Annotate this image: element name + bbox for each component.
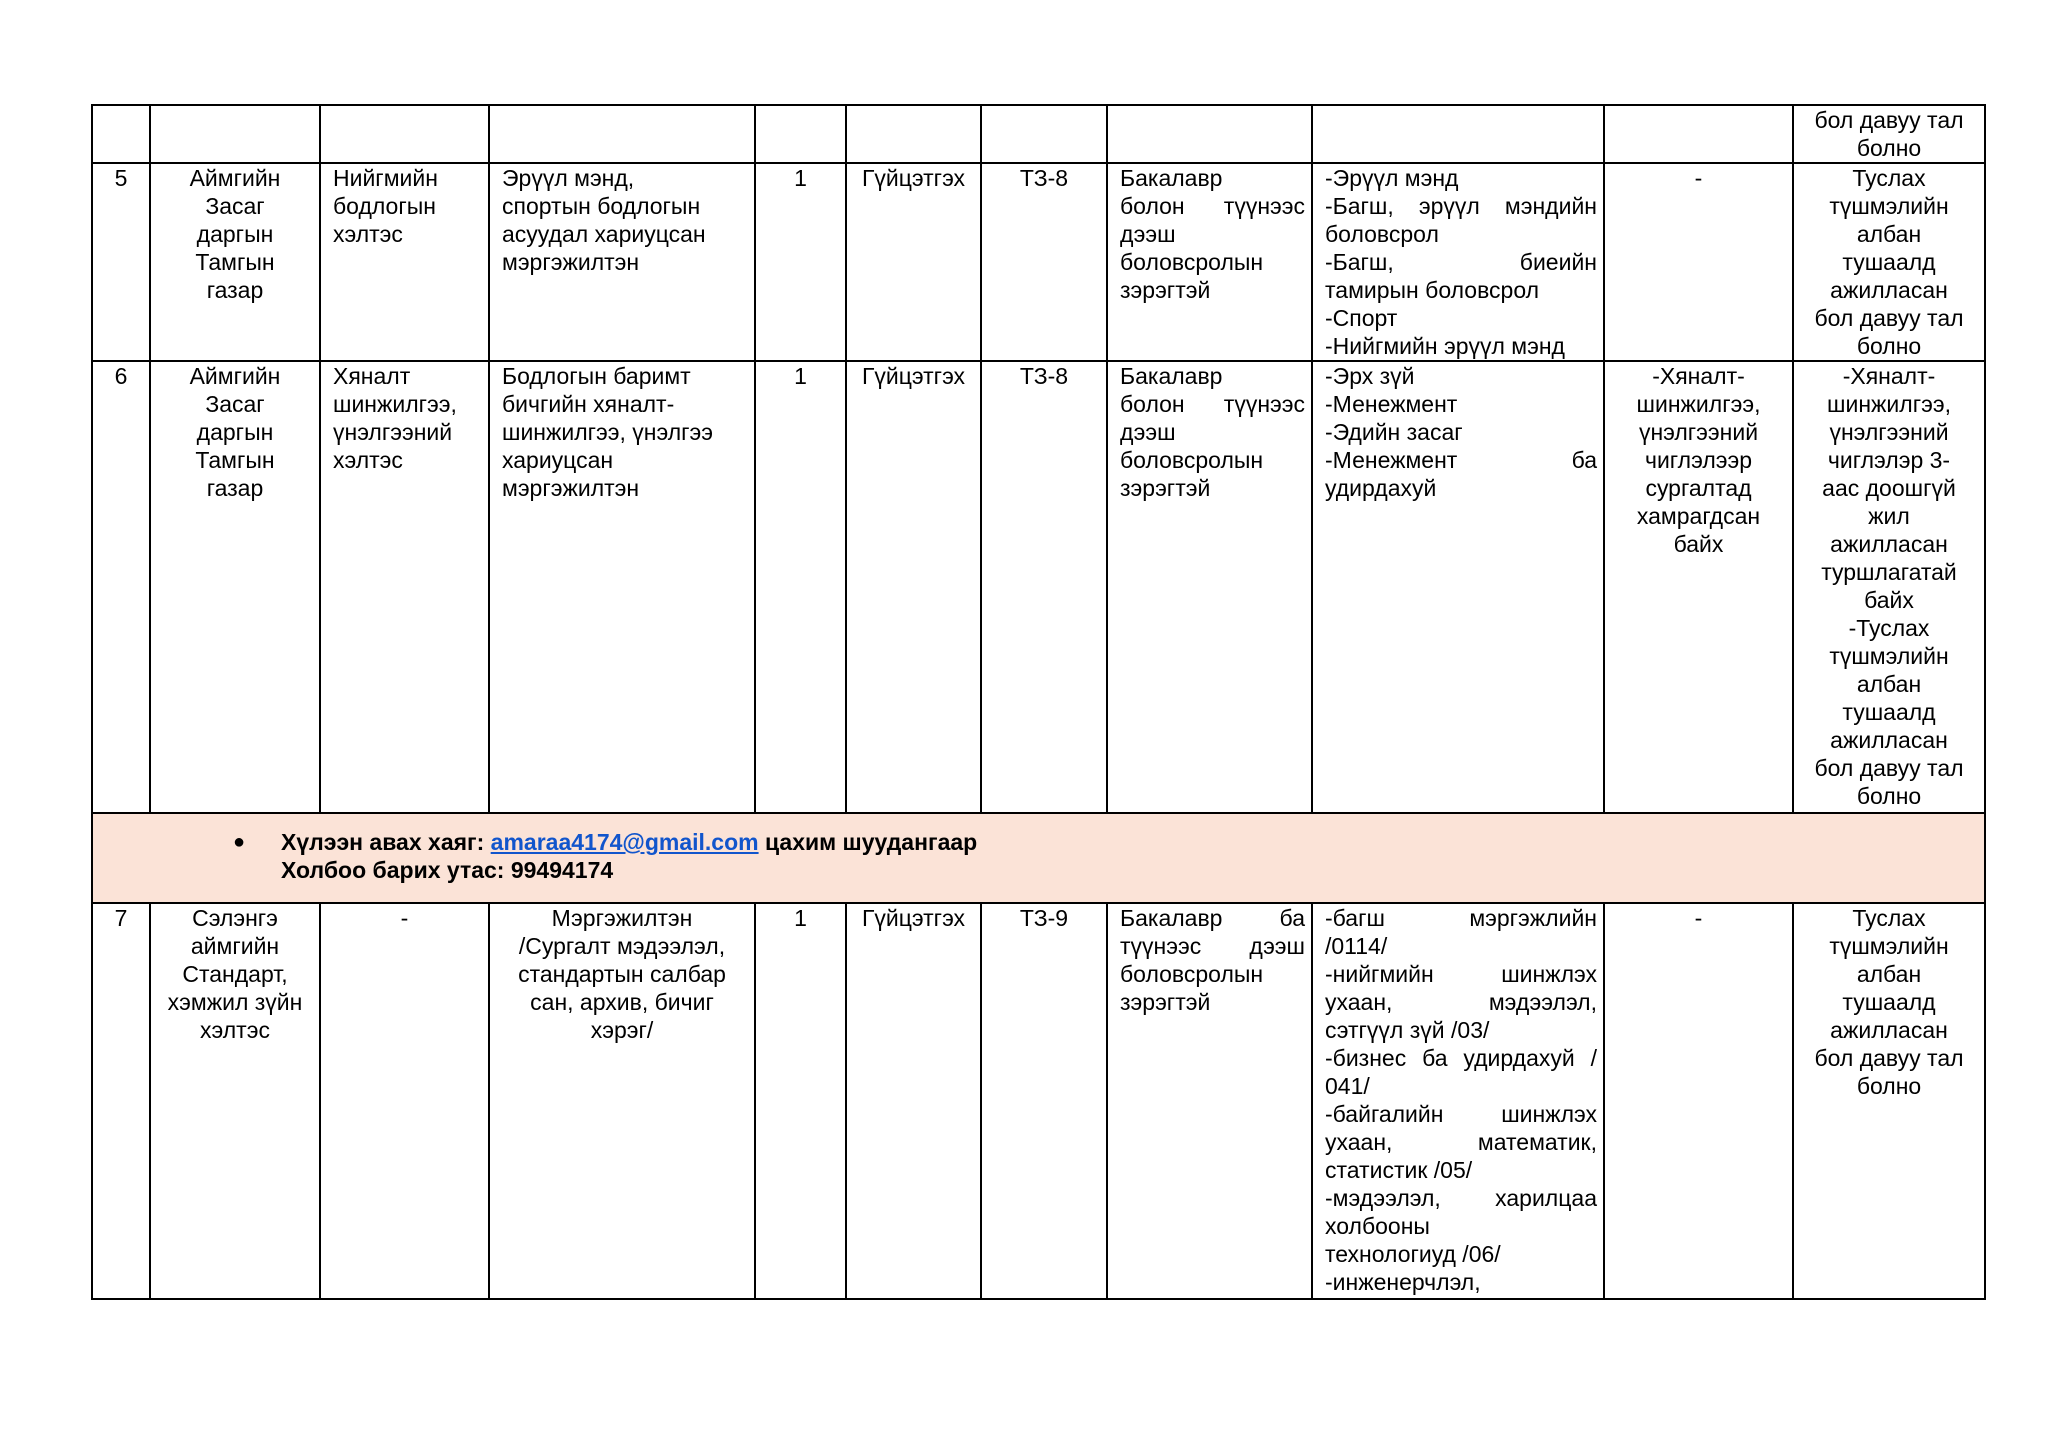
cell-org	[150, 163, 320, 361]
text-line: болно	[1856, 783, 1922, 809]
cell-rank: ТЗ-8	[981, 361, 1107, 813]
email-link[interactable]: amaraa4174@gmail.com	[490, 829, 759, 855]
text-line: боловсролын	[1120, 249, 1264, 275]
text-line: Стандарт,	[182, 961, 288, 987]
text-line: -Багш, биеийн	[1325, 249, 1597, 275]
cell-rank: ТЗ-8	[981, 163, 1107, 361]
cell-unit	[320, 361, 489, 813]
text-line: үнэлгээний	[1638, 419, 1759, 445]
text-line: Аймгийн	[189, 363, 281, 389]
cell-num: 7	[92, 903, 150, 1299]
text-line: дээш	[1120, 419, 1176, 445]
cell-category	[846, 105, 981, 163]
contact-cell	[92, 813, 1985, 903]
cell-experience	[1793, 903, 1985, 1299]
text-line: Засаг	[205, 193, 265, 219]
text-line: Засаг	[205, 391, 265, 417]
text-line: газар	[206, 475, 264, 501]
text-line: ажилласан	[1830, 277, 1948, 303]
text-line: чиглэлээр	[1644, 447, 1753, 473]
text-line: Эрүүл мэнд,	[502, 165, 635, 191]
text-line: -Багш, эрүүл мэндийн	[1325, 193, 1597, 219]
text-line: хэлтэс	[333, 221, 403, 247]
text-line: мэргэжилтэн	[502, 249, 640, 275]
text-line: тушаалд	[1842, 699, 1936, 725]
text-line: -бизнес ба удирдахуй /	[1325, 1045, 1597, 1071]
cell-training: -	[1604, 163, 1793, 361]
text-line: боловсрол	[1325, 221, 1439, 247]
text-line: жил	[1868, 503, 1910, 529]
text-line: -нийгмийн шинжлэх	[1325, 961, 1597, 987]
table-row	[92, 163, 1985, 361]
text-line: удирдахуй	[1325, 475, 1437, 501]
text-line: зэрэгтэй	[1120, 989, 1211, 1015]
cell-education	[1107, 903, 1312, 1299]
text-line: -Менежмент ба	[1325, 447, 1597, 473]
text-line: Туслах	[1852, 905, 1926, 931]
text-line: Хяналт	[333, 363, 411, 389]
text-line: түүнээс дээш	[1120, 933, 1305, 959]
text-line: Аймгийн	[189, 165, 281, 191]
cell-category: Гүйцэтгэх	[846, 903, 981, 1299]
text-line: Туслах	[1852, 165, 1926, 191]
contact-phone: Холбоо барих утас: 99494174	[281, 857, 614, 883]
text-line: асуудал хариуцсан	[502, 221, 706, 247]
text-line: технологиуд /06/	[1325, 1241, 1501, 1267]
text-line: даргын	[196, 419, 274, 445]
text-line: Тамгын	[195, 447, 275, 473]
text-line: тамирын боловсрол	[1325, 277, 1540, 303]
text-line: албан	[1856, 221, 1922, 247]
text-line: газар	[206, 277, 264, 303]
text-line: стандартын салбар	[518, 961, 726, 987]
text-line: туршлагатай	[1821, 559, 1957, 585]
text-line: болно	[1856, 1073, 1922, 1099]
cell-profession	[1312, 903, 1604, 1299]
text-line: тушаалд	[1842, 249, 1936, 275]
cell-rank: ТЗ-9	[981, 903, 1107, 1299]
text-line: 041/	[1325, 1073, 1370, 1099]
text-line: даргын	[196, 221, 274, 247]
text-line: үнэлгээний	[333, 419, 453, 445]
cell-unit	[320, 163, 489, 361]
text-line: -мэдээлэл, харилцаа	[1325, 1185, 1597, 1211]
text-line: бол давуу тал	[1814, 305, 1964, 331]
text-line: сан, архив, бичиг	[530, 989, 714, 1015]
text-line: Тамгын	[195, 249, 275, 275]
cell-unit: -	[320, 903, 489, 1299]
text-line: үнэлгээний	[1829, 419, 1949, 445]
text-line: болон түүнээс	[1120, 193, 1305, 219]
text-line: -Эдийн засаг	[1325, 419, 1463, 445]
cell-num: 6	[92, 361, 150, 813]
text-line: шинжилгээ,	[1636, 391, 1761, 417]
text-line: -Хяналт-	[1652, 363, 1745, 389]
text-line: чиглэлэр 3-	[1827, 447, 1951, 473]
text-line: Мэргэжилтэн	[551, 905, 693, 931]
cell-org	[150, 903, 320, 1299]
text-line: ажилласан	[1830, 531, 1948, 557]
cell-training: -	[1604, 903, 1793, 1299]
text-line: бичгийн хяналт-	[502, 391, 675, 417]
text-line: зэрэгтэй	[1120, 475, 1211, 501]
cell-education	[1107, 105, 1312, 163]
text-line: хэлтэс	[333, 447, 403, 473]
text-line: шинжилгээ,	[1827, 391, 1951, 417]
text-line: Сэлэнгэ	[192, 905, 278, 931]
text-line: Нийгмийн	[333, 165, 438, 191]
text-line: болон түүнээс	[1120, 391, 1305, 417]
vacancy-table	[91, 104, 1986, 1300]
cell-profession	[1312, 163, 1604, 361]
text-line: ажилласан	[1830, 727, 1948, 753]
text-line: хэлтэс	[200, 1017, 270, 1043]
text-line: шинжилгээ,	[333, 391, 457, 417]
text-line: сургалтад	[1645, 475, 1752, 501]
text-line: түшмэлийн	[1829, 193, 1949, 219]
cell-experience	[1793, 361, 1985, 813]
text-line: болно	[1856, 333, 1922, 359]
text-line: -Нийгмийн эрүүл мэнд	[1325, 333, 1565, 359]
text-line: Бакалавр	[1120, 363, 1223, 389]
cell-profession	[1312, 361, 1604, 813]
text-line: боловсролын	[1120, 961, 1264, 987]
table-row	[92, 903, 1985, 1299]
text-line: статистик /05/	[1325, 1157, 1473, 1183]
cell-experience	[1793, 105, 1985, 163]
text-line: байх	[1864, 587, 1914, 613]
text-line: албан	[1856, 671, 1922, 697]
text-line: дээш	[1120, 221, 1176, 247]
text-line: шинжилгээ, үнэлгээ	[502, 419, 714, 445]
cell-count: 1	[755, 903, 846, 1299]
cell-training	[1604, 361, 1793, 813]
contact-email-line	[281, 828, 1984, 856]
bullet-icon: ●	[233, 831, 246, 853]
text-line: бол давуу тал	[1814, 107, 1964, 133]
text-line: хамрагдсан	[1636, 503, 1761, 529]
text-line: Бакалавр ба	[1120, 905, 1305, 931]
text-line: бол давуу тал	[1814, 1045, 1964, 1071]
text-line: спортын бодлогын	[502, 193, 701, 219]
cell-training	[1604, 105, 1793, 163]
cell-count: 1	[755, 163, 846, 361]
text-line: бол давуу тал	[1814, 755, 1964, 781]
cell-education	[1107, 361, 1312, 813]
text-line: хариуцсан	[502, 447, 614, 473]
table-row	[92, 361, 1985, 813]
cell-rank	[981, 105, 1107, 163]
text-line: аас доошгүй	[1822, 475, 1956, 501]
text-line: -багш мэргэжлийн	[1325, 905, 1597, 931]
cell-org	[150, 361, 320, 813]
text-line: ухаан, мэдээлэл,	[1325, 989, 1597, 1015]
cell-category: Гүйцэтгэх	[846, 163, 981, 361]
text-line: бодлогын	[333, 193, 436, 219]
cell-profession	[1312, 105, 1604, 163]
text-line: -Спорт	[1325, 305, 1398, 331]
text-line: байх	[1673, 531, 1724, 557]
contact-row	[92, 813, 1985, 903]
cell-num	[92, 105, 150, 163]
text-line: Бодлогын баримт	[502, 363, 691, 389]
email-label: Хүлээн авах хаяг:	[281, 829, 485, 855]
text-line: /Сургалт мэдээлэл,	[518, 933, 726, 959]
text-line: -Эрх зүй	[1325, 363, 1415, 389]
text-line: -Туслах	[1848, 615, 1930, 641]
text-line: ажилласан	[1830, 1017, 1948, 1043]
cell-count	[755, 105, 846, 163]
text-line: /0114/	[1325, 933, 1388, 959]
text-line: -Менежмент	[1325, 391, 1458, 417]
contact-info	[93, 828, 1984, 884]
text-line: холбооны	[1325, 1213, 1430, 1239]
cell-num: 5	[92, 163, 150, 361]
email-suffix: цахим шуудангаар	[764, 829, 978, 855]
text-line: сэтгүүл зүй /03/	[1325, 1017, 1490, 1043]
text-line: -байгалийн шинжлэх	[1325, 1101, 1597, 1127]
text-line: тушаалд	[1842, 989, 1936, 1015]
cell-count: 1	[755, 361, 846, 813]
text-line: ухаан, математик,	[1325, 1129, 1597, 1155]
text-line: албан	[1856, 961, 1922, 987]
cell-category: Гүйцэтгэх	[846, 361, 981, 813]
text-line: зэрэгтэй	[1120, 277, 1211, 303]
text-line: аймгийн	[190, 933, 280, 959]
text-line: мэргэжилтэн	[502, 475, 640, 501]
text-line: -Хяналт-	[1842, 363, 1936, 389]
text-line: түшмэлийн	[1829, 933, 1949, 959]
cell-education	[1107, 163, 1312, 361]
text-line: -инженерчлэл,	[1325, 1269, 1481, 1295]
text-line: түшмэлийн	[1829, 643, 1949, 669]
text-line: болно	[1856, 135, 1922, 161]
table-row	[92, 105, 1985, 163]
text-line: хэрэг/	[590, 1017, 654, 1043]
cell-position	[489, 903, 755, 1299]
text-line: Бакалавр	[1120, 165, 1223, 191]
cell-unit	[320, 105, 489, 163]
text-line: боловсролын	[1120, 447, 1264, 473]
cell-experience	[1793, 163, 1985, 361]
cell-position	[489, 105, 755, 163]
cell-position	[489, 361, 755, 813]
cell-org	[150, 105, 320, 163]
cell-position	[489, 163, 755, 361]
text-line: хэмжил зүйн	[167, 989, 303, 1015]
text-line: -Эрүүл мэнд	[1325, 165, 1459, 191]
